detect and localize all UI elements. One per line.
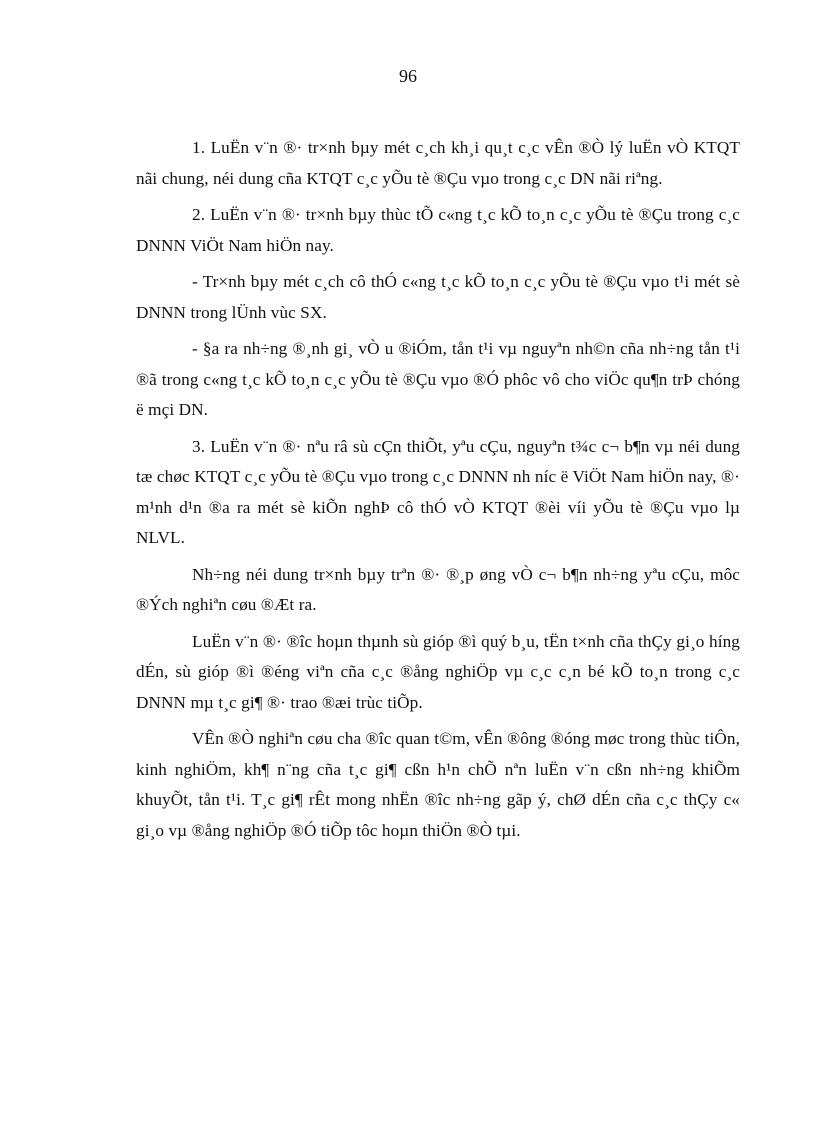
body-text [136,133,740,852]
paragraph-acknowledgement: LuËn v¨n ®· ®îc hoµn thµnh sù gióp ®ì quý b¸u, tËn t×nh cña thÇy gi¸o híng dÉn, sù gióp ®ì ®éng viªn cña c¸c ®ång nghiÖp vµ c¸c c¸n bé kÕ to¸n trong c¸c DNNN mµ t¸c gi¶ ®· trao ®æi trùc tiÕp. [136,631,740,712]
paragraph-bullet-2: - §a ra nh÷ng ®¸nh gi¸ vÒ u ®iÓm, tån t¹i vµ nguyªn nh©n cña nh÷ng tån t¹i ®ã trong c«ng t¸c kÕ to¸n c¸c yÕu tè ®Çu vµo ®Ó phôc vô cho viÖc qu¶n trÞ chóng ë mçi DN. [136,339,740,419]
paragraph-summary-3: 3. LuËn v¨n ®· nªu râ sù cÇn thiÕt, yªu cÇu, nguyªn t¾c c¬ b¶n vµ néi dung tæ chøc KTQT c¸c yÕu tè ®Çu vµo trong c¸c DNNN nh níc ë ViÖt Nam hiÖn nay, ®· m¹nh d¹n ®a ra mét sè kiÕn nghÞ cô thÓ vÒ KTQT ®èi víi yÕu tè ®Çu vµo lµ NLVL. [136,436,740,547]
paragraph-conclusion: Nh÷ng néi dung tr×nh bµy trªn ®· ®¸p øng vÒ c¬ b¶n nh÷ng yªu cÇu, môc ®Ých nghiªn cøu ®Æt ra. [136,564,740,614]
page-number: 96 [399,66,417,86]
paragraph-bullet-1: - Tr×nh bµy mét c¸ch cô thÓ c«ng t¸c kÕ to¸n c¸c yÕu tè ®Çu vµo t¹i mét sè DNNN trong lÜnh vùc SX. [136,272,740,322]
paragraph-summary-2: 2. LuËn v¨n ®· tr×nh bµy thùc tÕ c«ng t¸c kÕ to¸n c¸c yÕu tè ®Çu trong c¸c DNNN ViÖt Nam hiÖn nay. [136,205,740,255]
paragraph-summary-1: 1. LuËn v¨n ®· tr×nh bµy mét c¸ch kh¸i qu¸t c¸c vÊn ®Ò lý luËn vÒ KTQT nãi chung, néi dung cña KTQT c¸c yÕu tè ®Çu vµo trong c¸c DN nãi riªng. [136,138,740,188]
paragraph-limitations: VÊn ®Ò nghiªn cøu cha ®îc quan t©m, vÊn ®ông ®óng møc trong thùc tiÔn, kinh nghiÖm, kh¶ n¨ng cña t¸c gi¶ cßn h¹n chÕ nªn luËn v¨n cßn nh÷ng khiÕm khuyÕt, tån t¹i. T¸c gi¶ rÊt mong nhËn ®îc nh÷ng gãp ý, chØ dÉn cña c¸c thÇy c« gi¸o vµ ®ång nghiÖp ®Ó tiÕp tôc hoµn thiÖn ®Ò tµi. [136,729,740,840]
